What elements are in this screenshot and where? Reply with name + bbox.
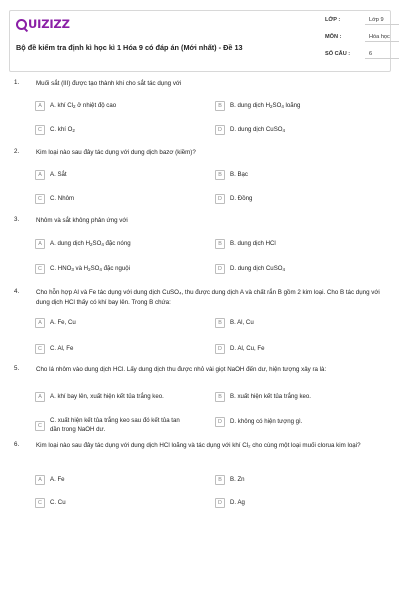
answer-option-b[interactable] (215, 170, 248, 180)
page-title: Bộ đề kiểm tra định kì học kì 1 Hóa 9 có đáp án (Mới nhất) - Đề 13 (16, 43, 243, 52)
option-label: C. Nhôm (50, 194, 75, 202)
answer-option-b[interactable] (215, 392, 311, 402)
meta-value: Lớp 9 (365, 15, 399, 25)
meta-key: LỚP : (325, 17, 341, 23)
option-checkbox[interactable]: C (35, 421, 45, 431)
question-text: Cho hỗn hợp Al và Fe tác dụng với dung dịch CuSO₄, thu được dung dịch A và chất rắn B gồm 2 kim loại. Cho B tác dụng với dung dịch HCl thấy có khí bay lên. Trong B chứa: (36, 289, 380, 306)
answer-option-d[interactable] (215, 194, 252, 204)
answer-option-a[interactable] (35, 475, 65, 485)
option-label: B. Bạc (230, 170, 248, 178)
question-text: Cho lá nhôm vào dung dịch HCl. Lấy dung dịch thu được nhỏ vài giọt NaOH đến dư, hiện tượng xảy ra là: (36, 366, 327, 373)
question-number: 6. (14, 441, 20, 448)
option-checkbox[interactable]: D (215, 125, 225, 135)
option-label: C. Cu (50, 498, 66, 506)
answer-option-c[interactable] (35, 498, 66, 508)
answer-option-d[interactable] (215, 264, 285, 274)
meta-row-subject (325, 34, 399, 46)
answer-option-a[interactable] (35, 318, 76, 328)
question-number: 5. (14, 365, 20, 372)
option-checkbox[interactable]: A (35, 392, 45, 402)
question-number: 2. (14, 148, 20, 155)
option-label: B. dung dịch HCl (230, 239, 276, 247)
option-checkbox[interactable]: B (215, 170, 225, 180)
answer-option-b[interactable] (215, 475, 245, 485)
option-label: B. dung dịch $H_2SO_4$ loãng (230, 101, 301, 109)
answer-option-b[interactable] (215, 239, 276, 249)
worksheet-header (9, 10, 391, 72)
option-label: D. Đồng (230, 194, 253, 202)
question-number: 3. (14, 216, 20, 223)
meta-panel (325, 11, 399, 71)
option-checkbox[interactable]: C (35, 194, 45, 204)
answer-option-c[interactable] (35, 125, 75, 135)
option-checkbox[interactable]: B (215, 318, 225, 328)
question-number: 4. (14, 288, 20, 295)
meta-key: SỐ CÂU : (325, 51, 351, 57)
answer-option-d[interactable] (215, 125, 285, 135)
option-checkbox[interactable]: B (215, 239, 225, 249)
option-checkbox[interactable]: D (215, 194, 225, 204)
answer-option-d[interactable] (215, 417, 302, 427)
logo-text: UIZIZZ (28, 17, 70, 31)
option-checkbox[interactable]: C (35, 125, 45, 135)
option-label: C. xuất hiện kết tủa trắng keo sau đó kết tủa tan dần trong NaOH dư. (50, 417, 180, 433)
meta-row-count (325, 51, 399, 63)
option-label: A. dung dịch $H_2SO_4$ đặc nóng (50, 239, 131, 247)
option-label: A. khí $Cl_2$ ở nhiệt độ cao (50, 101, 117, 109)
option-label: A. Fe, Cu (50, 318, 76, 326)
answer-option-a[interactable] (35, 239, 131, 249)
option-checkbox[interactable]: A (35, 318, 45, 328)
meta-row-class (325, 17, 399, 29)
quizizz-q-icon (16, 19, 27, 30)
question-number: 1. (14, 79, 20, 86)
option-checkbox[interactable]: A (35, 170, 45, 180)
answer-option-a[interactable] (35, 101, 116, 111)
option-label: B. Zn (230, 475, 245, 483)
answer-option-c[interactable] (35, 344, 73, 354)
option-label: B. Al, Cu (230, 318, 254, 326)
option-label: C. Al, Fe (50, 344, 74, 352)
option-label: A. Fe (50, 475, 65, 483)
option-checkbox[interactable]: B (215, 101, 225, 111)
option-checkbox[interactable]: A (35, 475, 45, 485)
option-label: D. Ag (230, 498, 245, 506)
meta-key: MÔN : (325, 34, 342, 40)
question-text: Kim loại nào sau đây tác dụng với dung dịch bazơ (kiềm)? (36, 149, 196, 156)
option-label: D. Al, Cu, Fe (230, 344, 265, 352)
option-checkbox[interactable]: D (215, 417, 225, 427)
quizizz-logo[interactable] (16, 17, 70, 31)
option-checkbox[interactable]: B (215, 475, 225, 485)
meta-value: 6 (365, 49, 399, 59)
option-label: D. dung dịch CuSO$_4$ (230, 125, 286, 133)
answer-option-c[interactable] (35, 194, 74, 204)
question-text: Muối sắt (III) được tạo thành khi cho sắt tác dụng với (36, 80, 182, 87)
question-text: Nhôm và sắt không phản ứng với (36, 217, 128, 224)
option-checkbox[interactable]: C (35, 344, 45, 354)
answer-option-d[interactable] (215, 498, 245, 508)
option-checkbox[interactable]: C (35, 264, 45, 274)
option-checkbox[interactable]: A (35, 239, 45, 249)
option-label: D. dung dịch CuSO$_4$ (230, 264, 286, 272)
answer-option-a[interactable] (35, 392, 164, 402)
answer-option-c[interactable] (35, 417, 185, 434)
option-label: A. Sắt (50, 170, 67, 178)
option-label: D. không có hiện tượng gì. (230, 417, 303, 425)
option-checkbox[interactable]: C (35, 498, 45, 508)
question-text: Kim loại nào sau đây tác dụng với dung dịch HCl loãng và tác dụng với khí Cl₂ cho cùng một loại muối clorua kim loại? (36, 442, 361, 449)
option-checkbox[interactable]: A (35, 101, 45, 111)
answer-option-b[interactable] (215, 101, 300, 111)
answer-option-c[interactable] (35, 264, 130, 274)
option-label: C. $HNO_3$ và $H_2SO_4$ đặc nguội (50, 264, 131, 272)
option-checkbox[interactable]: B (215, 392, 225, 402)
option-label: C. khí $O_2$ (50, 125, 75, 133)
option-checkbox[interactable]: D (215, 498, 225, 508)
answer-option-b[interactable] (215, 318, 254, 328)
answer-option-d[interactable] (215, 344, 265, 354)
option-label: B. xuất hiện kết tủa trắng keo. (230, 392, 311, 400)
meta-value: Hóa học (365, 32, 399, 42)
option-checkbox[interactable]: D (215, 344, 225, 354)
option-checkbox[interactable]: D (215, 264, 225, 274)
answer-option-a[interactable] (35, 170, 67, 180)
option-label: A. khí bay lên, xuất hiện kết tủa trắng keo. (50, 392, 164, 400)
